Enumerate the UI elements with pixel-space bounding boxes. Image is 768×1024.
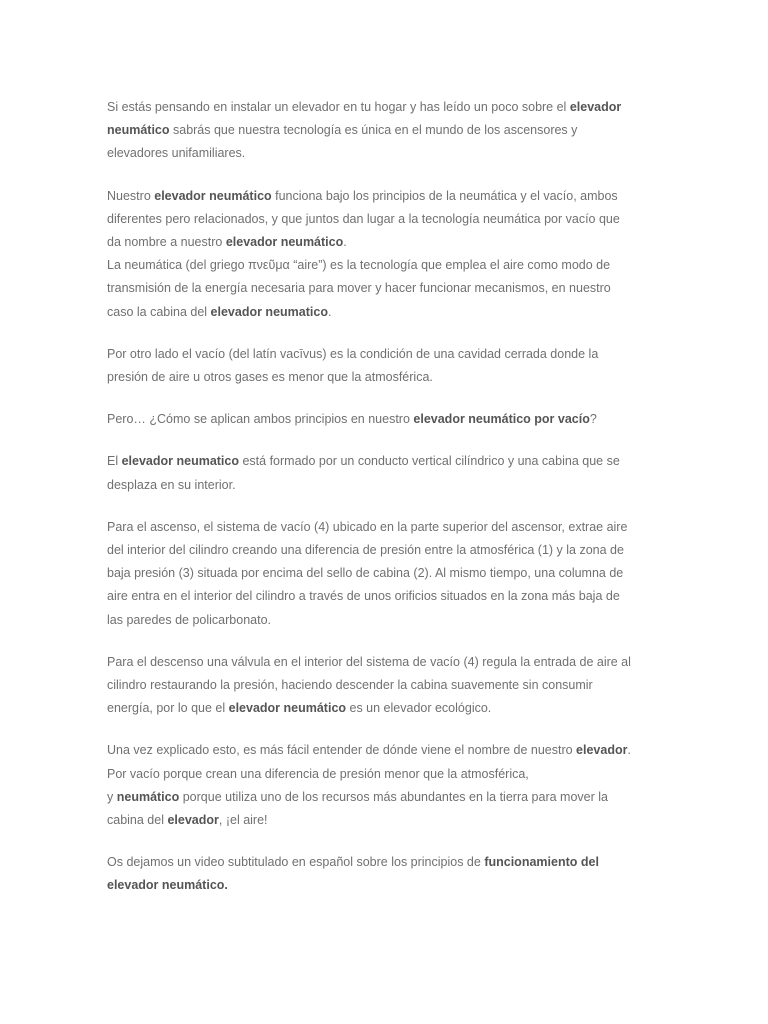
- text-run: elevadores unifamiliares.: [107, 146, 246, 161]
- text-run: funciona bajo los principios de la neumática y el vacío, ambos: [271, 188, 618, 203]
- text-line: [107, 809, 667, 832]
- text-line: [107, 408, 667, 431]
- bold-keyword: elevador: [167, 813, 219, 828]
- article-body: [107, 96, 667, 917]
- paragraph: [107, 739, 667, 832]
- text-line: [107, 474, 667, 497]
- text-run: Nuestro: [107, 188, 155, 203]
- bold-keyword: neumático: [107, 123, 170, 138]
- bold-keyword: elevador: [576, 743, 628, 758]
- text-run: cilindro restaurando la presión, haciendo descender la cabina suavemente sin consumir: [107, 678, 593, 693]
- bold-keyword: elevador neumático: [225, 235, 344, 250]
- text-line: [107, 208, 667, 231]
- text-run: energía, por lo que el: [107, 701, 229, 716]
- text-run: presión de aire u otros gases es menor que la atmosférica.: [107, 370, 433, 385]
- text-run: las paredes de policarbonato.: [107, 612, 272, 627]
- text-run: La neumática (del griego πνεῦμα “aire”) es la tecnología que emplea el aire como modo de: [107, 258, 611, 273]
- text-line: [107, 450, 667, 473]
- text-run: Para el descenso una válvula en el interior del sistema de vacío (4) regula la entrada de aire al: [107, 654, 631, 669]
- text-line: [107, 609, 667, 632]
- bold-keyword: elevador: [569, 100, 622, 114]
- text-run: Por otro lado el vacío (del latín vacīvus) es la condición de una cavidad cerrada donde la: [107, 346, 599, 361]
- text-run: y: [107, 789, 117, 804]
- text-line: [107, 516, 667, 539]
- text-line: [107, 277, 667, 300]
- text-line: [107, 343, 667, 366]
- text-run: caso la cabina del: [107, 304, 211, 319]
- paragraph: [107, 96, 667, 166]
- text-run: transmisión de la energía necesaria para mover y hacer funcionar mecanismos, en nuestro: [107, 281, 611, 296]
- text-line: [107, 739, 667, 762]
- text-run: Si estás pensando en instalar un elevador en tu hogar y has leído un poco sobre el: [107, 100, 570, 114]
- text-line: [107, 874, 667, 897]
- text-run: Pero… ¿Cómo se aplican ambos principios en nuestro: [107, 412, 414, 427]
- text-line: [107, 786, 667, 809]
- paragraph: [107, 450, 667, 496]
- text-run: Una vez explicado esto, es más fácil entender de dónde viene el nombre de nuestro: [107, 743, 577, 758]
- text-run: diferentes pero relacionados, y que juntos dan lugar a la tecnología neumática por vacío que: [107, 211, 620, 226]
- text-run: da nombre a nuestro: [107, 235, 226, 250]
- text-run: , ¡el aire!: [218, 813, 268, 828]
- text-run: Para el ascenso, el sistema de vacío (4) ubicado en la parte superior del ascensor, extrae aire: [107, 519, 628, 534]
- paragraph: [107, 343, 667, 389]
- text-run: El: [107, 454, 122, 469]
- text-line: [107, 119, 667, 142]
- bold-keyword: elevador neumático.: [107, 878, 228, 893]
- text-line: [107, 851, 667, 874]
- bold-keyword: funcionamiento del: [484, 855, 599, 870]
- text-line: [107, 697, 667, 720]
- text-run: desplaza en su interior.: [107, 477, 236, 492]
- paragraph: [107, 516, 667, 632]
- text-run: baja presión (3) situada por encima del sello de cabina (2). Al mismo tiempo, una columna de: [107, 566, 624, 581]
- text-run: .: [343, 235, 347, 250]
- bold-keyword: elevador neumático: [228, 701, 347, 716]
- bold-keyword: elevador neumático: [154, 188, 272, 203]
- paragraph: [107, 408, 667, 431]
- text-run: sabrás que nuestra tecnología es única en el mundo de los ascensores y: [169, 123, 578, 138]
- paragraph: [107, 651, 667, 721]
- text-line: [107, 562, 667, 585]
- text-run: del interior del cilindro creando una diferencia de presión entre la atmosférica (1) y la zona de: [107, 543, 624, 558]
- bold-keyword: elevador neumático por vacío: [413, 412, 590, 427]
- text-line: [107, 366, 667, 389]
- text-line: [107, 763, 667, 786]
- paragraph: [107, 851, 667, 897]
- text-run: porque utiliza uno de los recursos más abundantes en la tierra para mover la: [179, 789, 608, 804]
- text-run: está formado por un conducto vertical cilíndrico y una cabina que se: [239, 454, 620, 469]
- bold-keyword: elevador neumatico: [121, 454, 239, 469]
- bold-keyword: neumático: [116, 789, 180, 804]
- paragraph: [107, 185, 667, 324]
- text-run: ?: [589, 412, 597, 427]
- text-line: [107, 674, 667, 697]
- text-line: [107, 585, 667, 608]
- text-run: Os dejamos un video subtitulado en español sobre los principios de: [107, 855, 485, 870]
- text-line: [107, 254, 667, 277]
- bold-keyword: elevador neumatico: [210, 304, 328, 319]
- text-line: [107, 96, 667, 119]
- text-run: es un elevador ecológico.: [346, 701, 492, 716]
- text-run: aire entra en el interior del cilindro a través de unos orificios situados en la zona más baja de: [107, 589, 620, 604]
- text-run: .: [327, 304, 332, 319]
- text-line: [107, 301, 667, 324]
- text-line: [107, 142, 667, 165]
- text-line: [107, 185, 667, 208]
- text-line: [107, 231, 667, 254]
- text-line: [107, 651, 667, 674]
- text-line: [107, 539, 667, 562]
- text-run: .: [627, 743, 631, 758]
- text-run: Por vacío porque crean una diferencia de presión menor que la atmosférica,: [107, 766, 529, 781]
- text-run: cabina del: [107, 813, 168, 828]
